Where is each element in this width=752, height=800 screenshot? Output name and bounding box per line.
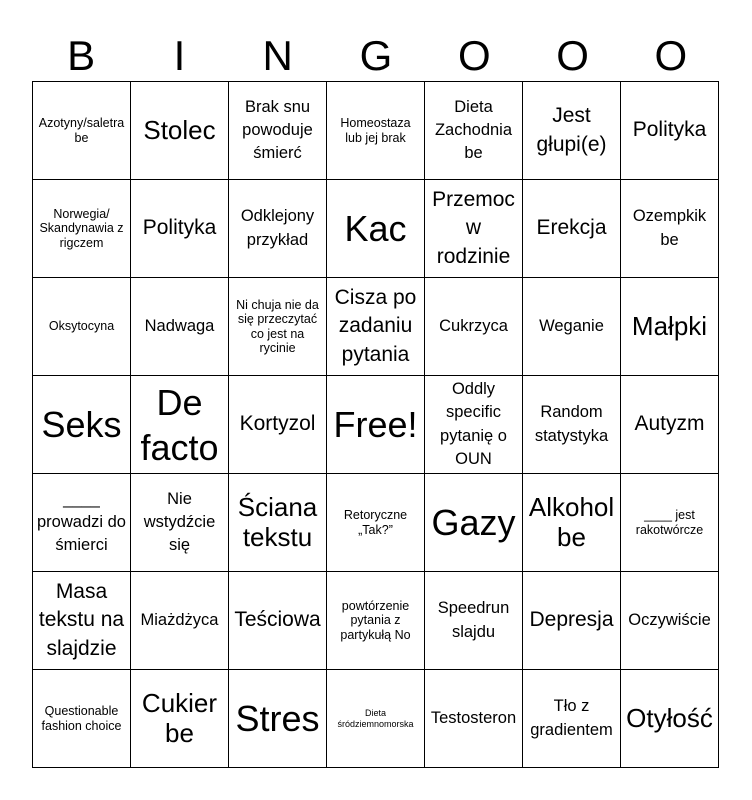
bingo-cell: Gazy <box>425 474 523 572</box>
header-letter: B <box>67 32 96 79</box>
bingo-cell: Testosteron <box>425 670 523 768</box>
bingo-grid <box>32 81 719 768</box>
bingo-cell: Cisza po zadaniu pytania <box>327 278 425 376</box>
bingo-cell: Jest głupi(e) <box>523 82 621 180</box>
bingo-cell: Depresja <box>523 572 621 670</box>
header-letter: O <box>556 32 589 79</box>
bingo-cell: ____ prowadzi do śmierci <box>33 474 131 572</box>
header-letter: O <box>654 32 688 79</box>
bingo-cell: Norwegia/ Skandynawia z rigczem <box>33 180 131 278</box>
bingo-cell: Ściana tekstu <box>229 474 327 572</box>
bingo-cell: Random statystyka <box>523 376 621 474</box>
bingo-cell: powtórzenie pytania z partykułą No <box>327 572 425 670</box>
bingo-cell: Stres <box>229 670 327 768</box>
bingo-cell: Nie wstydźcie się <box>131 474 229 572</box>
bingo-cell: Kortyzol <box>229 376 327 474</box>
header-letter: G <box>359 32 393 79</box>
bingo-cell: Polityka <box>131 180 229 278</box>
bingo-cell: Miażdżyca <box>131 572 229 670</box>
bingo-header <box>32 30 720 82</box>
bingo-cell: Dieta śródziemnomorska <box>327 670 425 768</box>
bingo-cell: Weganie <box>523 278 621 376</box>
bingo-cell: Oczywiście <box>621 572 719 670</box>
bingo-cell: Speedrun slajdu <box>425 572 523 670</box>
bingo-cell: De facto <box>131 376 229 474</box>
bingo-cell: Otyłość <box>621 670 719 768</box>
bingo-cell: Masa tekstu na slajdzie <box>33 572 131 670</box>
bingo-cell: Erekcja <box>523 180 621 278</box>
bingo-cell: Stolec <box>131 82 229 180</box>
bingo-cell: Ni chuja nie da się przeczytać co jest na rycinie <box>229 278 327 376</box>
bingo-cell: Polityka <box>621 82 719 180</box>
bingo-cell: Przemoc w rodzinie <box>425 180 523 278</box>
bingo-cell: Kac <box>327 180 425 278</box>
bingo-cell: Małpki <box>621 278 719 376</box>
bingo-cell: Brak snu powoduje śmierć <box>229 82 327 180</box>
bingo-cell: Cukrzyca <box>425 278 523 376</box>
bingo-cell: Teściowa <box>229 572 327 670</box>
bingo-cell: Cukier be <box>131 670 229 768</box>
bingo-cell: Free! <box>327 376 425 474</box>
header-letter: N <box>262 32 293 79</box>
bingo-cell: Autyzm <box>621 376 719 474</box>
bingo-cell: Questionable fashion choice <box>33 670 131 768</box>
bingo-cell: Seks <box>33 376 131 474</box>
bingo-cell: Azotyny/saletra be <box>33 82 131 180</box>
header-letter: O <box>457 32 491 79</box>
bingo-cell: Oddly specific pytanię o OUN <box>425 376 523 474</box>
bingo-cell: Dieta Zachodnia be <box>425 82 523 180</box>
bingo-cell: Ozempkik be <box>621 180 719 278</box>
bingo-cell: Retoryczne „Tak?” <box>327 474 425 572</box>
bingo-cell: Nadwaga <box>131 278 229 376</box>
bingo-cell: Oksytocyna <box>33 278 131 376</box>
bingo-cell: Homeostaza lub jej brak <box>327 82 425 180</box>
bingo-cell: Alkohol be <box>523 474 621 572</box>
header-letter: I <box>173 32 186 79</box>
bingo-cell: ____ jest rakotwórcze <box>621 474 719 572</box>
bingo-cell: Odklejony przykład <box>229 180 327 278</box>
bingo-cell: Tło z gradientem <box>523 670 621 768</box>
